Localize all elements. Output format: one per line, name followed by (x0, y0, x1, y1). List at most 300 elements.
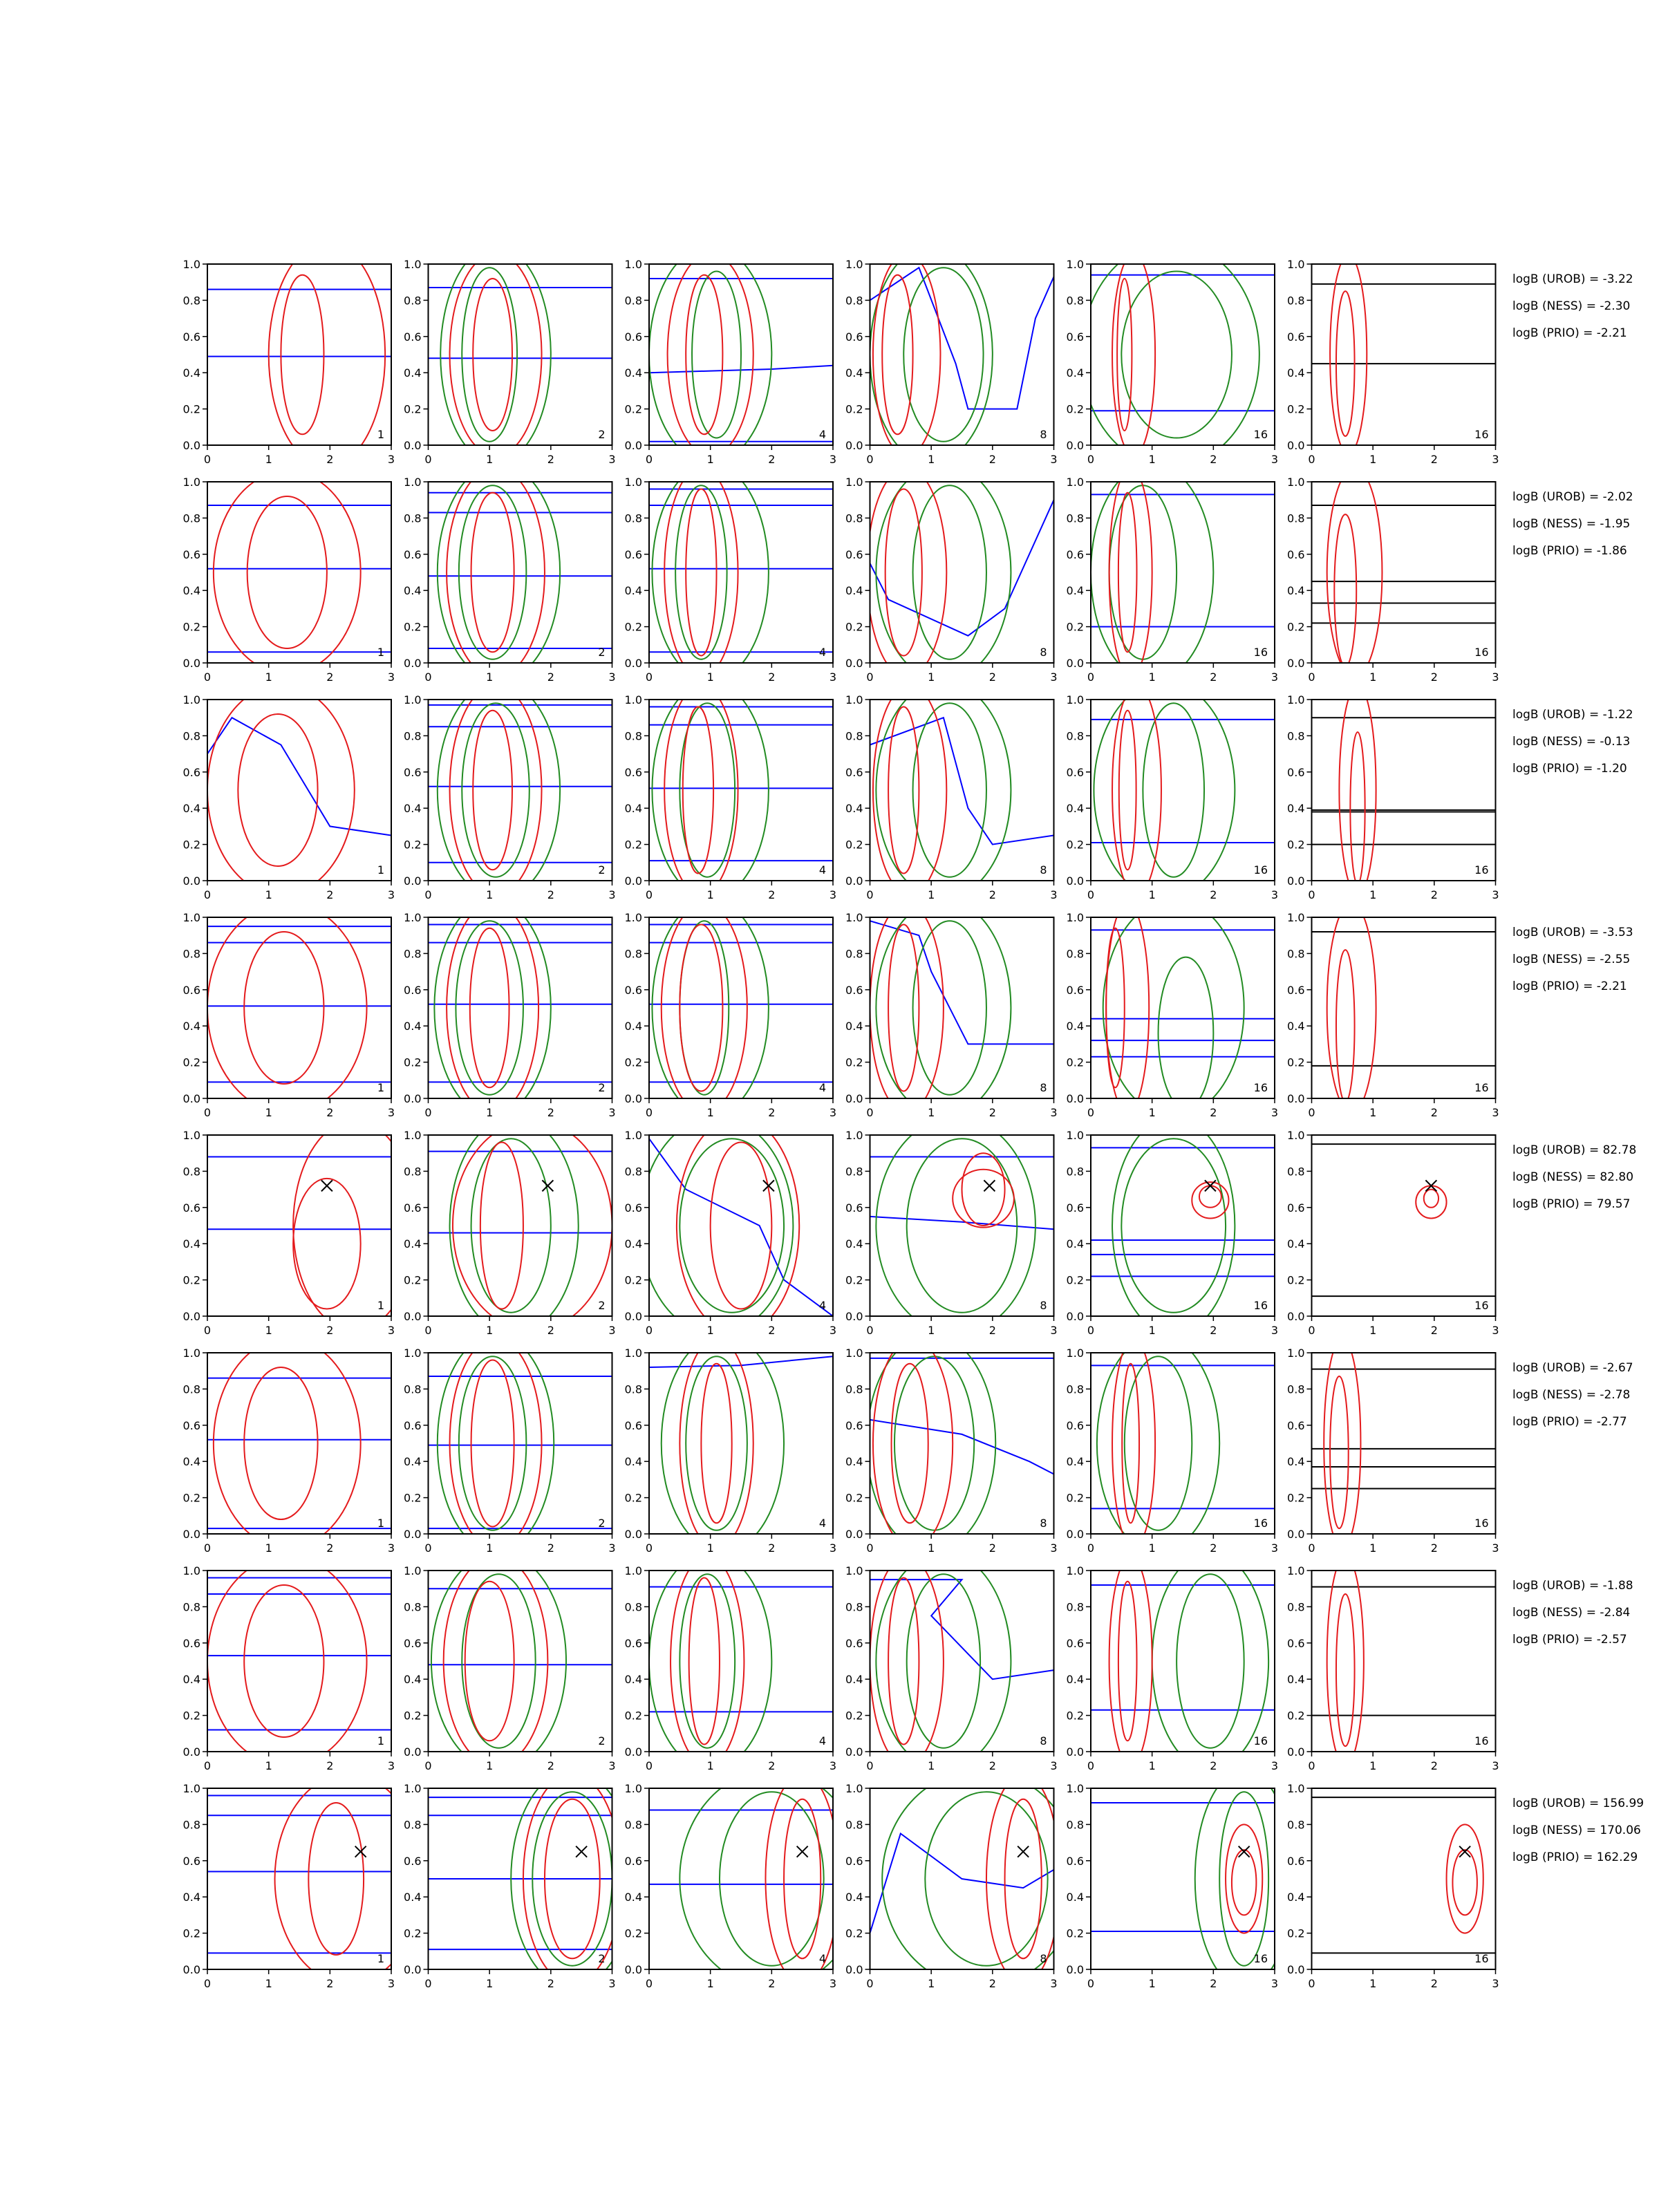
y-tick-label: 0.4 (1287, 366, 1305, 380)
panel-label: 16 (1474, 1081, 1489, 1094)
x-tick-label: 0 (1087, 1977, 1095, 1990)
y-tick-label: 0.8 (1066, 294, 1084, 308)
y-tick-label: 1.0 (624, 911, 642, 924)
panel-frame (429, 264, 612, 445)
x-tick-label: 0 (645, 1106, 653, 1119)
contour-red (207, 685, 355, 895)
contour-red (1336, 1594, 1355, 1746)
y-tick-label: 0.2 (845, 1273, 863, 1287)
x-tick-label: 0 (1308, 1977, 1315, 1990)
y-tick-label: 0.6 (1287, 330, 1305, 344)
contour-green (876, 682, 1011, 899)
y-tick-label: 0.8 (182, 1600, 200, 1614)
x-tick-label: 0 (1087, 671, 1095, 684)
y-tick-label: 0.0 (845, 657, 863, 670)
y-tick-label: 0.2 (1287, 1491, 1305, 1505)
y-tick-label: 0.0 (1287, 874, 1305, 888)
y-tick-label: 0.2 (1066, 1056, 1084, 1069)
y-tick-label: 0.2 (1066, 1927, 1084, 1940)
contour-red (293, 1179, 361, 1309)
y-tick-label: 0.6 (1066, 983, 1084, 997)
x-tick-label: 3 (1271, 1106, 1279, 1119)
contour-red (244, 1367, 317, 1519)
x-tick-label: 3 (1492, 1977, 1499, 1990)
x-tick-label: 1 (928, 1106, 935, 1119)
x-tick-label: 1 (265, 888, 272, 901)
y-tick-label: 0.2 (845, 1709, 863, 1723)
y-tick-label: 0.2 (1066, 620, 1084, 634)
y-tick-label: 0.4 (404, 1673, 422, 1687)
y-tick-label: 0.2 (182, 402, 200, 416)
logb-annotation: logB (UROB) = -2.67 (1512, 1361, 1633, 1375)
x-tick-label: 1 (265, 1759, 272, 1772)
panel-frame (1312, 1788, 1496, 1969)
x-tick-label: 2 (547, 1324, 554, 1337)
panel-frame (207, 264, 391, 445)
panel-frame (1091, 1135, 1275, 1316)
contour-red (207, 903, 367, 1113)
y-tick-label: 1.0 (182, 1129, 200, 1142)
panel-frame (870, 1135, 1054, 1316)
y-tick-label: 0.2 (1287, 402, 1305, 416)
y-tick-label: 1.0 (404, 1564, 422, 1577)
y-tick-label: 1.0 (845, 1564, 863, 1577)
x-tick-label: 3 (387, 1759, 395, 1772)
x-tick-label: 2 (326, 1759, 334, 1772)
x-tick-label: 2 (988, 1106, 996, 1119)
contour-green (438, 1335, 554, 1552)
y-tick-label: 1.0 (1066, 911, 1084, 924)
x-tick-label: 3 (608, 888, 616, 901)
y-tick-label: 0.8 (1287, 1165, 1305, 1179)
y-tick-label: 0.6 (845, 1201, 863, 1215)
x-tick-label: 1 (486, 1759, 494, 1772)
y-tick-label: 1.0 (845, 1782, 863, 1795)
y-tick-label: 0.8 (624, 947, 642, 961)
panel-label: 16 (1474, 863, 1489, 877)
panel-label: 1 (377, 1081, 384, 1094)
y-tick-label: 0.0 (404, 1745, 422, 1759)
y-tick-label: 0.0 (1287, 1528, 1305, 1541)
y-tick-label: 0.6 (1287, 1418, 1305, 1432)
x-tick-label: 3 (1050, 888, 1058, 901)
y-tick-label: 1.0 (624, 258, 642, 271)
y-tick-label: 0.2 (624, 1273, 642, 1287)
y-tick-label: 0.8 (404, 294, 422, 308)
y-tick-label: 0.8 (404, 1165, 422, 1179)
y-tick-label: 0.0 (845, 1745, 863, 1759)
y-tick-label: 0.4 (1066, 584, 1084, 598)
y-tick-label: 0.2 (1066, 402, 1084, 416)
panel-frame (429, 1571, 612, 1752)
panel-frame (649, 1571, 833, 1752)
x-tick-label: 3 (1050, 1759, 1058, 1772)
y-tick-label: 0.6 (404, 1854, 422, 1868)
y-tick-label: 1.0 (1287, 1782, 1305, 1795)
y-tick-label: 1.0 (182, 693, 200, 706)
y-tick-label: 0.4 (182, 584, 200, 598)
x-tick-label: 2 (988, 1977, 996, 1990)
y-tick-label: 0.4 (845, 1455, 863, 1469)
panel-frame (649, 1788, 833, 1969)
y-tick-label: 0.4 (1066, 1891, 1084, 1904)
x-tick-label: 2 (988, 671, 996, 684)
panel-label: 4 (818, 428, 826, 441)
contour-green (679, 1138, 784, 1313)
y-tick-label: 0.2 (1066, 838, 1084, 852)
x-tick-label: 0 (866, 888, 874, 901)
y-tick-label: 0.0 (845, 1528, 863, 1541)
contour-red (275, 1774, 422, 1984)
x-tick-label: 1 (486, 453, 494, 466)
x-tick-label: 2 (547, 888, 554, 901)
x-tick-label: 2 (326, 671, 334, 684)
y-tick-label: 0.0 (1066, 1745, 1084, 1759)
contour-green (913, 485, 986, 659)
y-tick-label: 1.0 (1066, 1564, 1084, 1577)
y-tick-label: 0.6 (404, 983, 422, 997)
contour-green (1125, 1356, 1192, 1530)
y-tick-label: 0.4 (845, 584, 863, 598)
y-tick-label: 0.4 (404, 1455, 422, 1469)
x-tick-label: 0 (1087, 453, 1095, 466)
panel-frame (1312, 482, 1496, 663)
y-tick-label: 0.4 (1287, 1455, 1305, 1469)
panel-label: 16 (1253, 1952, 1268, 1965)
x-tick-label: 1 (265, 1106, 272, 1119)
y-tick-label: 1.0 (624, 476, 642, 489)
y-tick-label: 0.6 (404, 1418, 422, 1432)
contour-red (1232, 1850, 1256, 1915)
y-tick-label: 1.0 (1066, 693, 1084, 706)
x-tick-label: 3 (1050, 671, 1058, 684)
panel-label: 8 (1040, 428, 1047, 441)
true-value-marker (321, 1180, 332, 1191)
y-tick-label: 1.0 (182, 1782, 200, 1795)
y-tick-label: 0.8 (182, 947, 200, 961)
y-tick-label: 0.6 (404, 330, 422, 344)
panel-frame (1091, 1353, 1275, 1534)
panel-frame (207, 1571, 391, 1752)
y-tick-label: 1.0 (845, 476, 863, 489)
panel-label: 16 (1253, 1081, 1268, 1094)
y-tick-label: 0.6 (182, 765, 200, 779)
y-tick-label: 0.4 (1287, 1237, 1305, 1251)
x-tick-label: 1 (1148, 671, 1156, 684)
logb-annotation: logB (UROB) = 82.78 (1512, 1143, 1637, 1157)
contour-red (244, 1585, 324, 1737)
y-tick-label: 0.4 (404, 1020, 422, 1033)
x-tick-label: 0 (645, 1977, 653, 1990)
contour-green (652, 464, 768, 681)
panel-label: 8 (1040, 1952, 1047, 1965)
x-tick-label: 0 (424, 888, 432, 901)
y-tick-label: 0.0 (624, 439, 642, 452)
x-tick-label: 3 (829, 671, 837, 684)
panel-label: 2 (598, 646, 606, 659)
x-tick-label: 0 (1308, 1759, 1315, 1772)
x-tick-label: 1 (1369, 1106, 1377, 1119)
y-tick-label: 1.0 (1287, 693, 1305, 706)
y-tick-label: 0.6 (624, 1201, 642, 1215)
logb-annotation: logB (PRIO) = -2.21 (1512, 326, 1627, 340)
contour-red (677, 1117, 799, 1334)
contour-red (1339, 685, 1376, 895)
y-tick-label: 0.2 (1287, 838, 1305, 852)
contour-red (473, 279, 512, 431)
x-tick-label: 3 (1050, 1977, 1058, 1990)
y-tick-label: 0.4 (182, 1455, 200, 1469)
y-tick-label: 0.6 (404, 1201, 422, 1215)
y-tick-label: 0.4 (404, 584, 422, 598)
x-tick-label: 3 (829, 1977, 837, 1990)
x-tick-label: 3 (1271, 1324, 1279, 1337)
y-tick-label: 0.8 (404, 729, 422, 743)
y-tick-label: 0.0 (624, 1745, 642, 1759)
y-tick-label: 0.8 (404, 512, 422, 525)
x-tick-label: 1 (1148, 1106, 1156, 1119)
x-tick-label: 3 (608, 1541, 616, 1555)
x-tick-label: 1 (1148, 1541, 1156, 1555)
boundary-curve (870, 1580, 1054, 1679)
x-tick-label: 1 (928, 1324, 935, 1337)
contour-red (470, 928, 509, 1088)
y-tick-label: 0.2 (1066, 1491, 1084, 1505)
boundary-curve (870, 718, 1054, 844)
y-tick-label: 0.0 (1287, 1092, 1305, 1105)
y-tick-label: 0.4 (1066, 802, 1084, 816)
y-tick-label: 0.4 (1066, 1237, 1084, 1251)
panel-label: 16 (1474, 1734, 1489, 1747)
x-tick-label: 2 (1430, 1324, 1438, 1337)
contour-red (873, 685, 946, 895)
contour-green (456, 921, 523, 1095)
y-tick-label: 0.0 (182, 657, 200, 670)
y-tick-label: 0.0 (1066, 657, 1084, 670)
y-tick-label: 0.2 (182, 1927, 200, 1940)
x-tick-label: 1 (1369, 1541, 1377, 1555)
panel-label: 4 (818, 1517, 826, 1530)
contour-green (450, 1117, 579, 1334)
x-tick-label: 1 (706, 1106, 714, 1119)
y-tick-label: 0.8 (1287, 1818, 1305, 1832)
y-tick-label: 0.6 (624, 547, 642, 561)
y-tick-label: 0.8 (1066, 729, 1084, 743)
y-tick-label: 0.6 (1066, 1201, 1084, 1215)
logb-annotation: logB (NESS) = -2.84 (1512, 1606, 1631, 1620)
contour-red (1199, 1185, 1221, 1207)
x-tick-label: 3 (387, 671, 395, 684)
contour-green (640, 1117, 794, 1334)
y-tick-label: 0.4 (182, 1237, 200, 1251)
y-tick-label: 0.0 (404, 657, 422, 670)
y-tick-label: 0.2 (845, 1927, 863, 1940)
y-tick-label: 0.6 (624, 983, 642, 997)
y-tick-label: 1.0 (1287, 1347, 1305, 1360)
boundary-curve (870, 500, 1054, 636)
x-tick-label: 2 (768, 888, 776, 901)
x-tick-label: 2 (1430, 1759, 1438, 1772)
contour-green (1143, 703, 1204, 877)
x-tick-label: 1 (265, 1977, 272, 1990)
y-tick-label: 1.0 (1066, 1782, 1084, 1795)
y-tick-label: 0.8 (845, 947, 863, 961)
x-tick-label: 0 (1308, 1106, 1315, 1119)
panel-label: 8 (1040, 1517, 1047, 1530)
y-tick-label: 0.4 (404, 802, 422, 816)
x-tick-label: 1 (706, 1541, 714, 1555)
contour-red (444, 1556, 548, 1766)
logb-annotation: logB (PRIO) = 162.29 (1512, 1850, 1638, 1864)
y-tick-label: 0.2 (1287, 1927, 1305, 1940)
x-tick-label: 3 (1050, 1541, 1058, 1555)
x-tick-label: 2 (547, 453, 554, 466)
x-tick-label: 0 (1087, 1541, 1095, 1555)
x-tick-label: 0 (645, 888, 653, 901)
x-tick-label: 2 (326, 1977, 334, 1990)
y-tick-label: 0.2 (1287, 1709, 1305, 1723)
logb-annotation: logB (UROB) = -3.22 (1512, 272, 1633, 286)
x-tick-label: 3 (387, 888, 395, 901)
y-tick-label: 0.4 (182, 802, 200, 816)
y-tick-label: 0.6 (845, 983, 863, 997)
contour-red (686, 489, 716, 655)
x-tick-label: 2 (547, 1977, 554, 1990)
panel-label: 16 (1474, 646, 1489, 659)
x-tick-label: 0 (645, 1759, 653, 1772)
y-tick-label: 0.0 (404, 439, 422, 452)
y-tick-label: 0.6 (1287, 547, 1305, 561)
y-tick-label: 0.8 (182, 729, 200, 743)
x-tick-label: 3 (829, 1106, 837, 1119)
y-tick-label: 0.2 (182, 1491, 200, 1505)
y-tick-label: 1.0 (624, 1564, 642, 1577)
y-tick-label: 0.6 (1066, 1418, 1084, 1432)
contour-red (683, 706, 713, 873)
panel-frame (1091, 917, 1275, 1098)
y-tick-label: 0.8 (1066, 947, 1084, 961)
x-tick-label: 0 (1087, 1759, 1095, 1772)
y-tick-label: 0.4 (182, 366, 200, 380)
y-tick-label: 0.6 (624, 765, 642, 779)
logb-annotation: logB (UROB) = -1.22 (1512, 708, 1633, 722)
y-tick-label: 0.6 (182, 547, 200, 561)
y-tick-label: 0.2 (624, 1927, 642, 1940)
panel-frame (649, 482, 833, 663)
y-tick-label: 0.4 (624, 366, 642, 380)
panel-frame (870, 1571, 1054, 1752)
x-tick-label: 1 (1148, 1759, 1156, 1772)
contour-red (214, 1338, 361, 1548)
panel-frame (1091, 1788, 1275, 1969)
y-tick-label: 0.4 (404, 1891, 422, 1904)
panel-label: 8 (1040, 1081, 1047, 1094)
logb-annotation: logB (PRIO) = 79.57 (1512, 1197, 1631, 1211)
x-tick-label: 3 (1492, 888, 1499, 901)
x-tick-label: 3 (1271, 1759, 1279, 1772)
contour-red (873, 253, 941, 456)
y-tick-label: 0.2 (845, 402, 863, 416)
logb-annotation: logB (NESS) = -2.30 (1512, 299, 1631, 313)
y-tick-label: 0.2 (1066, 1273, 1084, 1287)
contour-red (765, 1774, 838, 1984)
x-tick-label: 1 (706, 453, 714, 466)
y-tick-label: 0.0 (1066, 1963, 1084, 1976)
panel-label: 8 (1040, 646, 1047, 659)
true-value-marker (1018, 1846, 1029, 1857)
panel-label: 1 (377, 1734, 384, 1747)
panel-frame (1312, 1353, 1496, 1534)
logb-annotation: logB (PRIO) = -1.86 (1512, 544, 1627, 558)
y-tick-label: 0.4 (624, 1020, 642, 1033)
x-tick-label: 3 (1271, 671, 1279, 684)
contour-green (913, 703, 986, 877)
contour-green (459, 1356, 527, 1530)
x-tick-label: 2 (988, 1324, 996, 1337)
y-tick-label: 0.6 (182, 1201, 200, 1215)
y-tick-label: 0.6 (1066, 1854, 1084, 1868)
contour-red (867, 467, 946, 677)
contour-green (434, 899, 550, 1116)
x-tick-label: 0 (203, 453, 212, 466)
y-tick-label: 1.0 (1287, 1129, 1305, 1142)
x-tick-label: 2 (547, 1106, 554, 1119)
x-tick-label: 3 (387, 1106, 395, 1119)
x-tick-label: 0 (1087, 888, 1095, 901)
contour-red (662, 903, 747, 1113)
true-value-marker (797, 1846, 808, 1857)
logb-annotation: logB (UROB) = -3.53 (1512, 926, 1633, 939)
panel-label: 2 (598, 863, 606, 877)
y-tick-label: 0.8 (404, 1382, 422, 1396)
logb-annotation: logB (NESS) = 82.80 (1512, 1170, 1634, 1184)
y-tick-label: 0.0 (1066, 439, 1084, 452)
y-tick-label: 0.8 (845, 1165, 863, 1179)
y-tick-label: 0.6 (1066, 547, 1084, 561)
y-tick-label: 0.0 (182, 1745, 200, 1759)
y-tick-label: 0.0 (624, 1092, 642, 1105)
y-tick-label: 0.2 (624, 1709, 642, 1723)
x-tick-label: 1 (1369, 888, 1377, 901)
x-tick-label: 3 (608, 1977, 616, 1990)
x-tick-label: 1 (486, 1977, 494, 1990)
contour-green (679, 1574, 735, 1748)
y-tick-label: 0.2 (845, 620, 863, 634)
contour-red (962, 1153, 1005, 1226)
y-tick-label: 1.0 (404, 1129, 422, 1142)
y-tick-label: 1.0 (404, 911, 422, 924)
y-tick-label: 0.4 (182, 1020, 200, 1033)
contour-red (885, 489, 922, 655)
y-tick-label: 0.0 (182, 1092, 200, 1105)
y-tick-label: 0.8 (1066, 512, 1084, 525)
x-tick-label: 2 (1210, 671, 1217, 684)
contour-green (903, 268, 983, 442)
y-tick-label: 0.2 (182, 620, 200, 634)
y-tick-label: 0.0 (182, 439, 200, 452)
y-tick-label: 0.2 (1287, 1273, 1305, 1287)
y-tick-label: 0.6 (1066, 1636, 1084, 1650)
y-tick-label: 0.4 (624, 1891, 642, 1904)
y-tick-label: 0.8 (1066, 1165, 1084, 1179)
panel-frame (649, 700, 833, 881)
x-tick-label: 0 (424, 1759, 432, 1772)
y-tick-label: 1.0 (624, 1129, 642, 1142)
y-tick-label: 0.2 (182, 838, 200, 852)
y-tick-label: 0.0 (624, 1528, 642, 1541)
contour-green (894, 1356, 974, 1530)
contour-red (1119, 711, 1136, 870)
